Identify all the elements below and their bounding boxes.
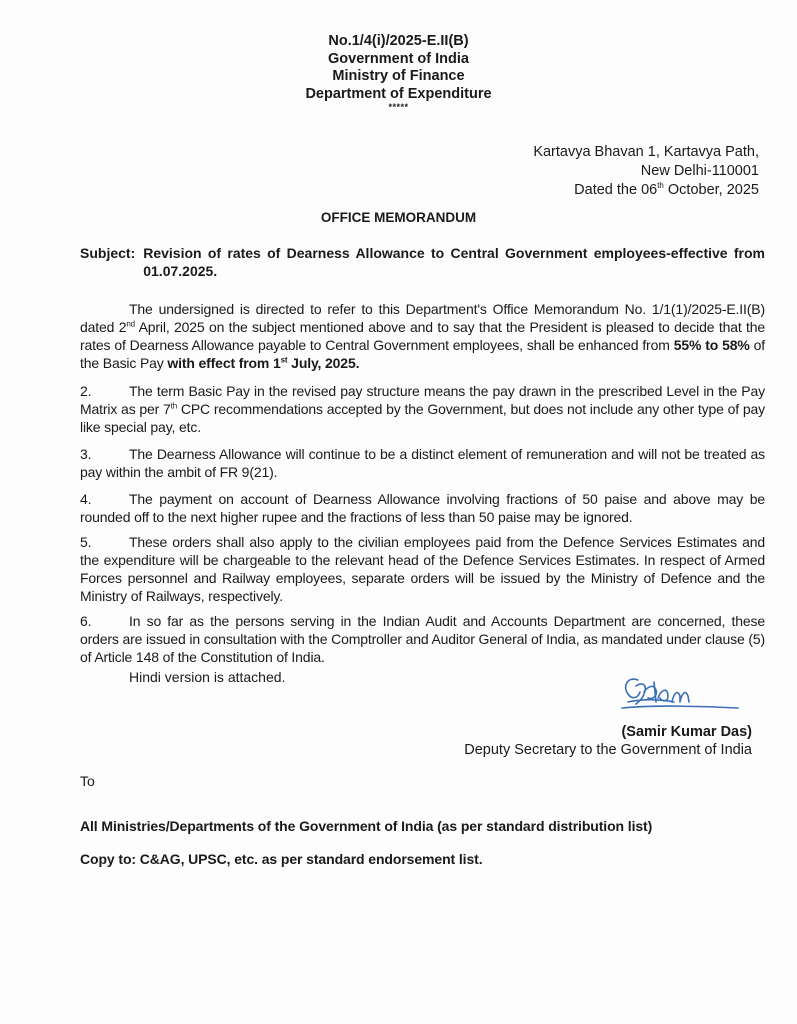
government-name: Government of India [328,50,469,67]
memo-date: Dated the 06th October, 2025 [574,181,759,198]
office-address [533,143,759,200]
header-separator: ***** [388,102,409,112]
paragraph-1: The undersigned is directed to refer to this Department's Office Memorandum No. 1/1(1)/2025-E.II(B) dated 2nd April, 2025 on the subject mentioned above and to say that the President is pleased to decide that the rates of Dearness Allowance payable to Central Government employees, shall be enhanced from 55% to 58% of the Basic Pay with effect from 1st July, 2025. [80,301,766,371]
da-rate-change: 55% to 58% [673,337,750,353]
paragraph-number: 2. [80,383,92,399]
file-number: No.1/4(i)/2025-E.II(B) [328,33,469,49]
memo-header [0,33,797,112]
subject-text: Revision of rates of Dearness Allowance to Central Government employees-effective from 01.07.2025. [143,245,765,279]
address-line-1: Kartavya Bhavan 1, Kartavya Path, [533,144,759,160]
signatory-designation: Deputy Secretary to the Government of India [464,742,752,758]
memo-subject [80,244,765,280]
paragraph-5: 5. These orders shall also apply to the civilian employees paid from the Defence Services Estimates and the expenditure will be chargeable to the relevant head of the Defence Services Estimates. In respect of Armed Forces personnel and Railway employees, separate orders will be issued by the Ministry of Defence and the Ministry of Railways, respectively. [80,534,765,604]
address-line-2: New Delhi-110001 [640,163,759,179]
effective-date: with effect from 1st July, 2025. [167,355,360,371]
distribution-list: All Ministries/Departments of the Government of India (as per standard distribution list) [80,818,653,834]
subject-label: Subject: [80,245,136,261]
paragraph-2: 2. The term Basic Pay in the revised pay structure means the pay drawn in the prescribed Level in the Pay Matrix as per 7th CPC recommendations accepted by the Government, but does not include any other type of pay like special pay, etc. [80,383,765,435]
memo-title: OFFICE MEMORANDUM [320,210,477,225]
to-label: To [80,773,95,789]
paragraph-4: 4. The payment on account of Dearness Allowance involving fractions of 50 paise and above may be rounded off to the next higher rupee and the fractions of less than 50 paise may be ignored. [80,491,765,525]
paragraph-number: 6. [80,613,92,629]
department-name: Department of Expenditure [305,85,492,102]
paragraph-6: 6. In so far as the persons serving in the Indian Audit and Accounts Department are concerned, these orders are issued in consultation with the Comptroller and Auditor General of India, as mandated under clause (5) of Article 148 of the Constitution of India. [80,613,765,665]
paragraph-number: 5. [80,534,92,550]
copy-to-list: Copy to: C&AG, UPSC, etc. as per standard endorsement list. [80,851,483,867]
paragraph-number: 4. [80,491,92,507]
signatory-block [464,723,752,759]
hindi-version-note: Hindi version is attached. [129,669,286,685]
ministry-name: Ministry of Finance [332,68,465,84]
paragraph-number: 3. [80,446,92,462]
paragraph-3: 3. The Dearness Allowance will continue to be a distinct element of remuneration and will not be treated as pay within the ambit of FR 9(21). [80,446,765,480]
signatory-name: (Samir Kumar Das) [621,724,752,740]
signature-icon [614,672,744,716]
